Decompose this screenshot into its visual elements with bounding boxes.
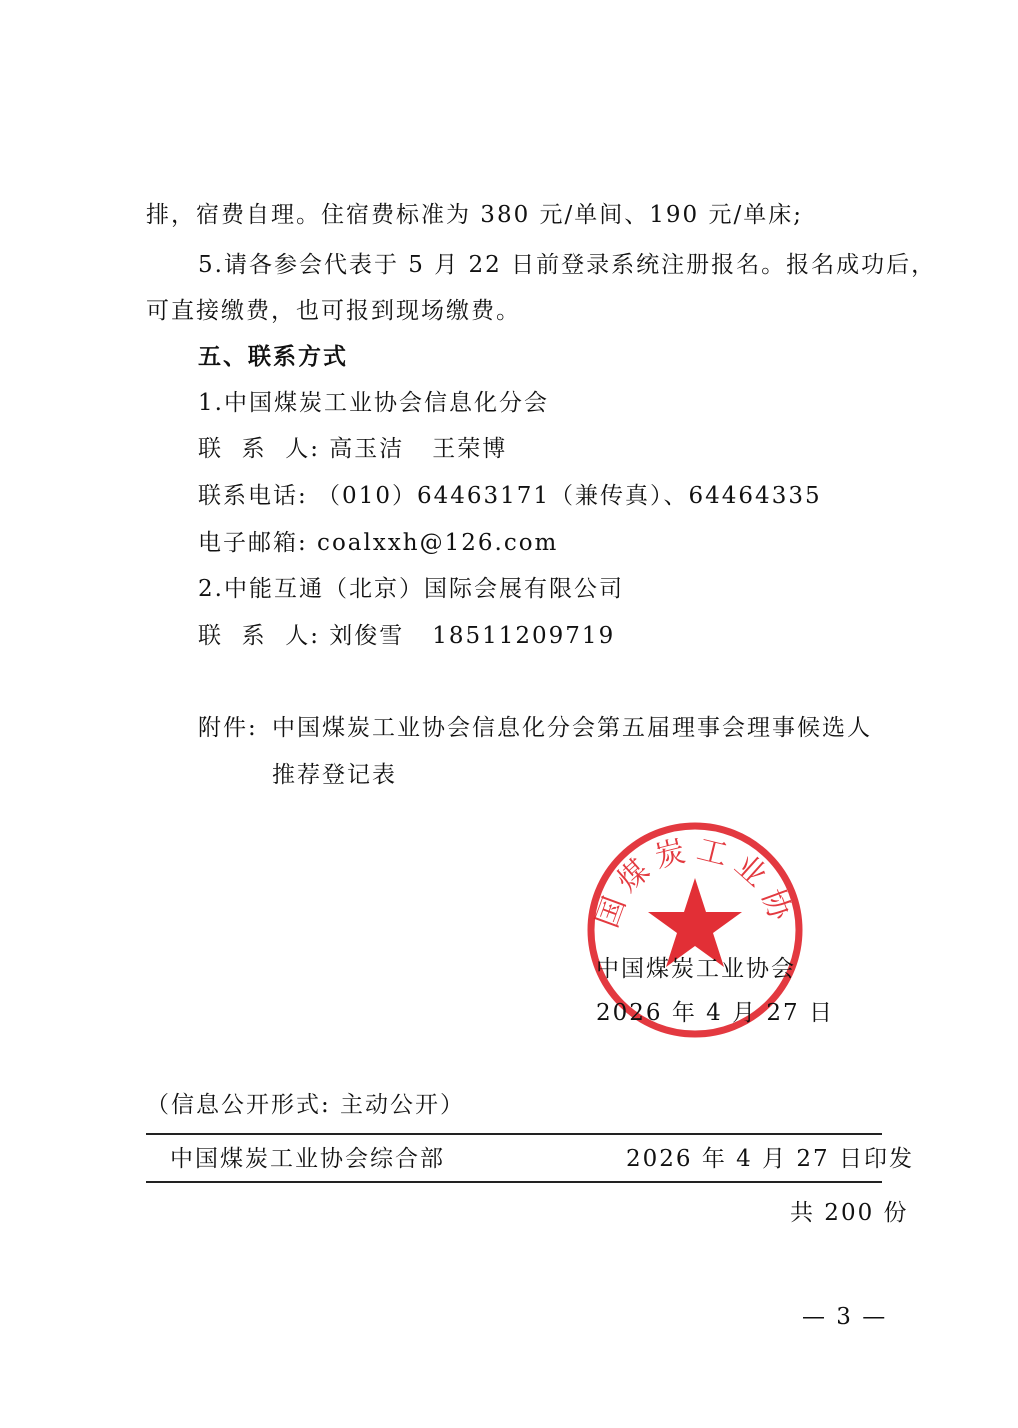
contact-1-org: 1.中国煤炭工业协会信息化分会: [198, 390, 549, 416]
footer-bottom-rule: [146, 1181, 882, 1183]
footer-top-rule: [146, 1133, 882, 1135]
copies-count: 共 200 份: [790, 1200, 909, 1226]
issue-date: 2026 年 4 月 27 日印发: [626, 1146, 914, 1172]
attachment-title-line-1: 中国煤炭工业协会信息化分会第五届理事会理事候选人: [272, 715, 872, 741]
attachment-label: 附件:: [198, 715, 258, 741]
contact-1-phone: 联系电话: （010）64463171（兼传真）、64464335: [198, 483, 822, 509]
issuer: 中国煤炭工业协会综合部: [170, 1146, 445, 1172]
disclosure-type: （信息公开形式: 主动公开）: [146, 1092, 466, 1118]
attachment-title-line-2: 推荐登记表: [272, 762, 397, 788]
item-5-line-1: 5.请各参会代表于 5 月 22 日前登录系统注册报名。报名成功后，: [198, 252, 937, 278]
svg-text:国煤炭工业协: 国煤炭工业协: [589, 832, 801, 933]
paragraph-continuation: 排，宿费自理。住宿费标准为 380 元/单间、190 元/单床;: [146, 202, 803, 228]
item-5-line-2: 可直接缴费，也可报到现场缴费。: [146, 298, 521, 324]
contact-2-org: 2.中能互通（北京）国际会展有限公司: [198, 576, 624, 602]
page-number: — 3 —: [802, 1304, 888, 1330]
contact-1-person: 联 系 人: 高玉洁 王荣博: [198, 436, 508, 462]
contact-1-email: 电子邮箱: coalxxh@126.com: [198, 530, 559, 556]
signature-date: 2026 年 4 月 27 日: [596, 1000, 834, 1026]
section-5-heading: 五、联系方式: [198, 344, 348, 370]
signature-org: 中国煤炭工业协会: [596, 956, 796, 982]
contact-2-person: 联 系 人: 刘俊雪 18511209719: [198, 623, 616, 649]
